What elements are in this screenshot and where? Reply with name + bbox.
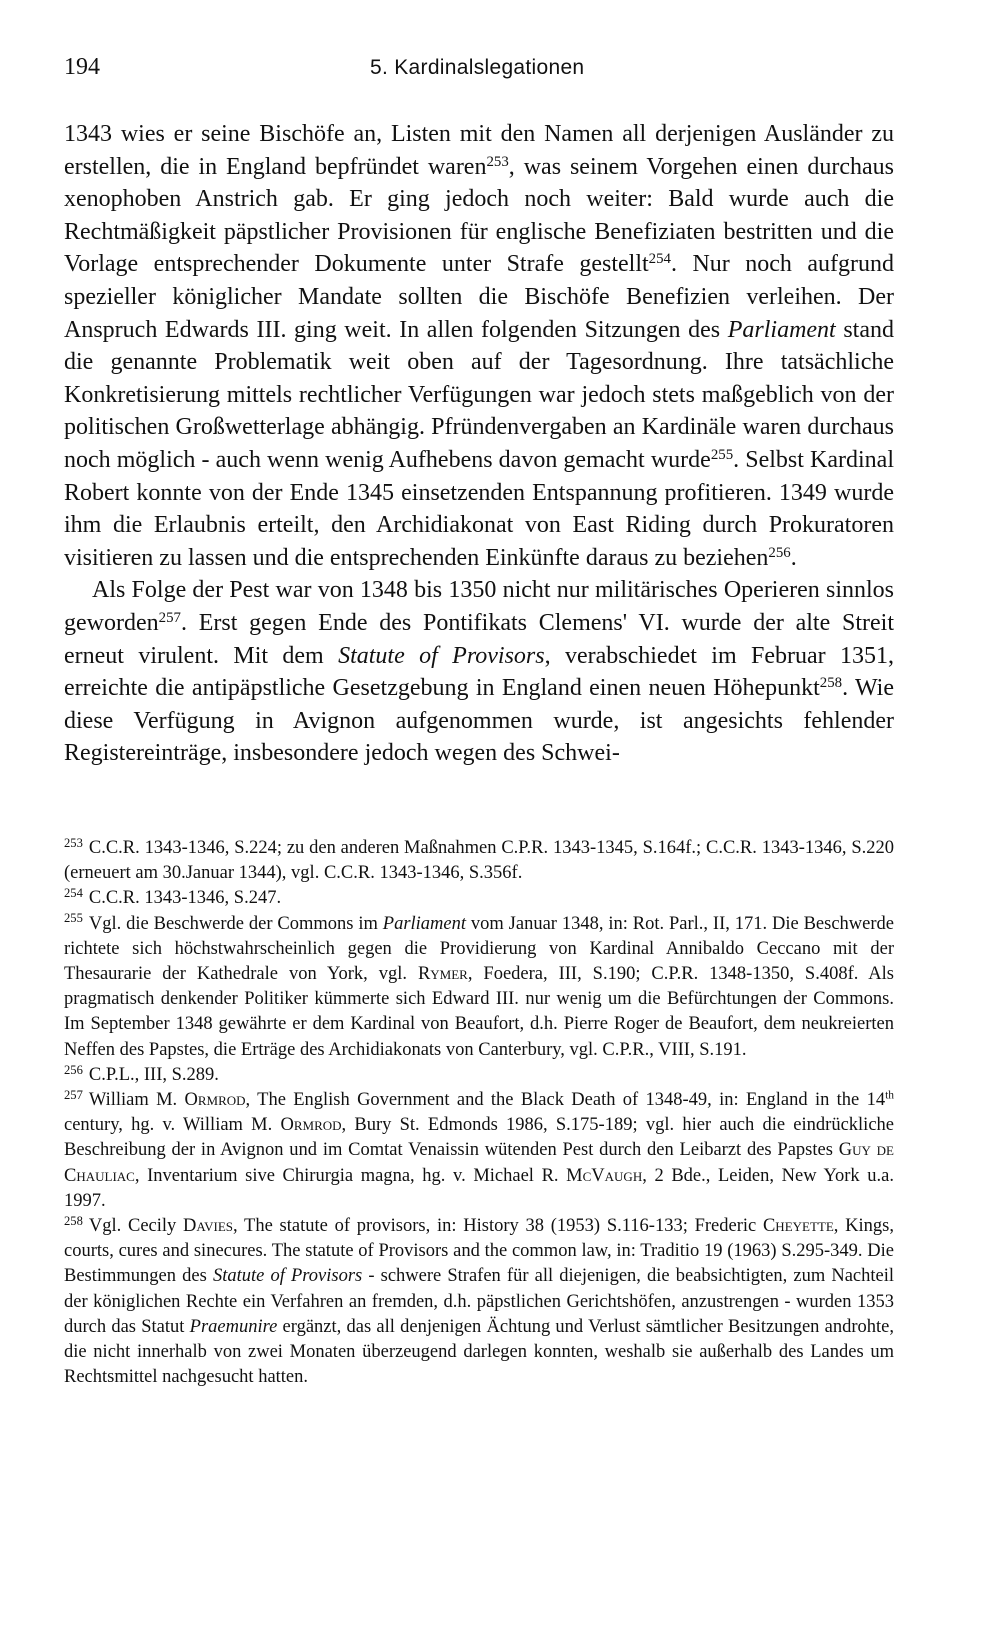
italic-term: Statute of Provisors [338,642,545,669]
footnote-text: Vgl. Cecily [88,1216,184,1237]
footnote-text: , The English Government and the Black Death of 1348-49, in: England in the 14 [245,1090,886,1111]
author-name: Ormrod [280,1115,342,1136]
footnote-text: , 2 Bde., Leiden, New York u.a. 1997. [64,1165,894,1211]
footnote-256 [64,1063,894,1088]
footnote-text: C.C.R. 1343-1346, S.224; zu den anderen Maßnahmen C.P.R. 1343-1345, S.164f.; C.C.R. 1343-1346, S.220 (erneuert am 30.Januar 1344), vgl. C.C.R. 1343-1346, S.356f. [64,838,894,884]
italic-term: Parliament [382,913,467,934]
author-name: Rymer [417,964,468,985]
footnote-number: 255 [64,911,83,926]
text-run: . Wie diese Verfügung in Avignon aufgenommen wurde, ist angesichts fehlender Registereinträge, insbesondere jedoch wegen des Schwei- [64,675,894,767]
footnote-ref-253: 253 [486,153,509,170]
page-number: 194 [64,54,100,80]
text-run: . [790,544,797,571]
footnote-text: , Bury St. Edmonds 1986, S.175-189; vgl. hier auch die eindrückliche Beschreibung der in Avignon und im Comtat Venaissin wütenden Pest durch den Leibarzt des Papstes [64,1115,894,1161]
footnote-ref-255: 255 [710,446,734,463]
footnote-number: 257 [64,1087,83,1102]
footnote-ref-257: 257 [158,609,181,626]
author-name: Ormrod [184,1090,246,1111]
footnote-text: vom Januar 1348, in: Rot. Parl., II, 171. Die Beschwerde richtete sich höchstwahrscheinlich gegen die Providierung von Kardinal Annibaldo Ceccano mit der Thesaurarie der Kathedrale von York, vgl. [64,913,894,985]
author-name: Guy de Chauliac [64,1140,894,1186]
footnote-text: ergänzt, das all denjenigen Ächtung und Verlust sämtlicher Besitzungen androhte, die nicht innerhalb von zwei Monaten überzeugend darlegen konnten, weshalb sie außerhalb des Landes um Rechtsmittel nachgesucht hatten. [64,1316,895,1388]
footnote-text: , Foedera, III, S.190; C.P.R. 1348-1350, S.408f. Als pragmatisch denkender Politiker kümmerte sich Edward III. nur wenig um die Befürchtungen der Commons. Im September 1348 gewährte er dem Kardinal von Beaufort, d.h. Pierre Roger de Beaufort, dem neukreierten Neffen des Papstes, die Erträge des Archidiakonats von Canterbury, vgl. C.P.R., VIII, S.191. [64,964,894,1060]
footnote-ref-256: 256 [768,544,791,561]
paragraph [64,574,894,770]
text-run: 1343 wies er seine Bischöfe an, Listen mit den Namen all derjenigen Ausländer zu erstellen, die in England bepfründet waren [64,121,894,180]
text-run: , was seinem Vorgehen einen durchaus xenophoben Anstrich gab. Er ging jedoch noch weiter: Bald wurde auch die Rechtmäßigkeit päpstlicher Provisionen für englische Benefiziaten bestritten und die Vorlage entsprechender Dokumente unter Strafe gestellt [64,153,894,278]
footnote-254 [64,886,894,911]
text-run: . Selbst Kardinal Robert konnte von der Ende 1345 einsetzenden Entspannung profitieren. 1349 wurde ihm die Erlaubnis erteilt, den Archidiakonat von East Riding durch Prokuratoren visitieren zu lassen und die entsprechenden Einkünfte daraus zu beziehen [64,446,895,571]
main-text [64,118,894,770]
footnote-text: C.C.R. 1343-1346, S.247. [88,888,282,909]
italic-term: Parliament [727,316,836,343]
footnote-text: William M. [88,1090,185,1111]
ordinal-suffix: th [885,1089,894,1102]
text-run: . Nur noch aufgrund spezieller königlicher Mandate sollten die Bischöfe Benefizien verleihen. Der Anspruch Edwards III. ging weit. In allen folgenden Sitzungen des [64,251,894,343]
footnote-number: 254 [64,886,83,901]
italic-term: Praemunire [189,1316,278,1337]
footnote-ref-258: 258 [819,674,843,691]
footnote-number: 258 [64,1213,83,1228]
text-run: , verabschiedet im Februar 1351, erreichte die antipäpstliche Gesetzgebung in England einen neuen Höhepunkt [64,642,894,702]
footnote-253 [64,836,894,886]
author-name: Davies [183,1216,234,1237]
footnote-text: Vgl. die Beschwerde der Commons im [88,913,383,934]
footnote-257 [64,1088,894,1214]
text-run: Als Folge der Pest war von 1348 bis 1350 nicht nur militärisches Operieren sinnlos geworden [64,577,894,636]
paragraph [64,118,894,574]
footnote-text: , Inventarium sive Chirurgia magna, hg. v. Michael R. [134,1165,567,1186]
text-run: . Erst gegen Ende des Pontifikats Clemens' VI. wurde der alte Streit erneut virulent. Mit dem [64,609,894,669]
footnote-text: , Kings, courts, cures and sinecures. The statute of Provisors and the common law, in: Traditio 19 (1963) S.295-349. Die Bestimmungen des [64,1216,894,1287]
author-name: McVaugh [566,1165,643,1186]
footnote-number: 256 [64,1062,83,1077]
text-run: stand die genannte Problematik weit oben auf der Tagesordnung. Ihre tatsächliche Konkretisierung mittels rechtlicher Verfügungen war jedoch stets maßgeblich von der politischen Großwetterlage abhängig. Pfründenvergaben an Kardinäle waren durchaus noch möglich - auch wenn wenig Aufhebens davon gemacht wurde [64,316,894,473]
footnote-255 [64,912,894,1063]
footnote-text: century, hg. v. William M. [64,1115,281,1136]
footnote-text: - schwere Strafen für all diejenigen, die beabsichtigten, zum Nachteil der königlichen Rechte ein Verfahren an fremden, d.h. päpstlichen Gerichtshöfen, anzustrengen - wurden 1353 durch das Statut [64,1266,894,1337]
footnote-text: , The statute of provisors, in: History 38 (1953) S.116-133; Frederic [233,1216,763,1237]
author-name: Cheyette [762,1216,834,1237]
footnote-ref-254: 254 [648,251,671,268]
footnote-258 [64,1214,894,1390]
page-header [64,54,894,90]
footnote-text: C.P.L., III, S.289. [88,1064,219,1085]
running-title: 5. Kardinalslegationen [370,56,585,79]
footnotes [64,836,894,1390]
italic-term: Statute of Provisors [212,1266,363,1287]
footnote-number: 253 [64,835,83,850]
